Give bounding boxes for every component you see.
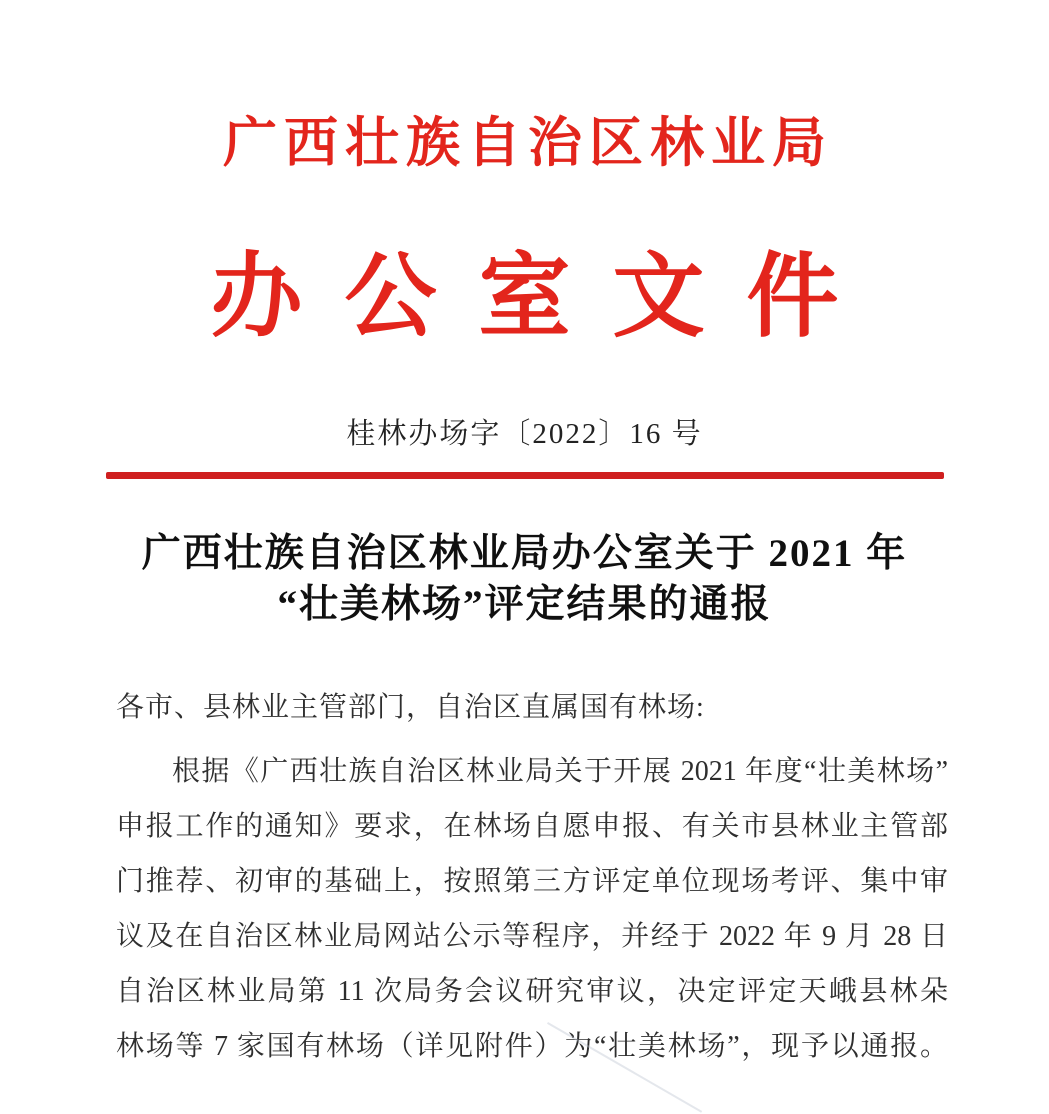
notice-title-line1: 广西壮族自治区林业局办公室关于 2021 年	[141, 532, 908, 575]
paragraph-line: 申报工作的通知》要求，在林场自愿申报、有关市县林业主管部	[116, 811, 948, 842]
red-divider-line	[106, 472, 944, 479]
paragraph-line: 自治区林业局第 11 次局务会议研究审议，决定评定天峨县林朵	[116, 976, 948, 1007]
body-paragraph	[116, 744, 948, 1074]
agency-name: 广西壮族自治区林业局	[223, 113, 833, 173]
paragraph-line: 林场等 7 家国有林场（详见附件）为“壮美林场”，现予以通报。	[116, 1031, 948, 1062]
paragraph-line: 根据《广西壮族自治区林业局关于开展 2021 年度“壮美林场”	[172, 756, 948, 787]
document-number: 桂林办场字〔2022〕16 号	[346, 418, 703, 450]
salutation-line: 各市、县林业主管部门，自治区直属国有林场:	[116, 692, 705, 723]
paragraph-line: 议及在自治区林业局网站公示等程序，并经于 2022 年 9 月 28 日	[116, 921, 948, 952]
office-document-banner: 办公室文件	[210, 246, 881, 348]
notice-title-line2: “壮美林场”评定结果的通报	[277, 583, 772, 626]
notice-title	[0, 528, 1049, 630]
paragraph-line: 门推荐、初审的基础上，按照第三方评定单位现场考评、集中审	[116, 866, 948, 897]
